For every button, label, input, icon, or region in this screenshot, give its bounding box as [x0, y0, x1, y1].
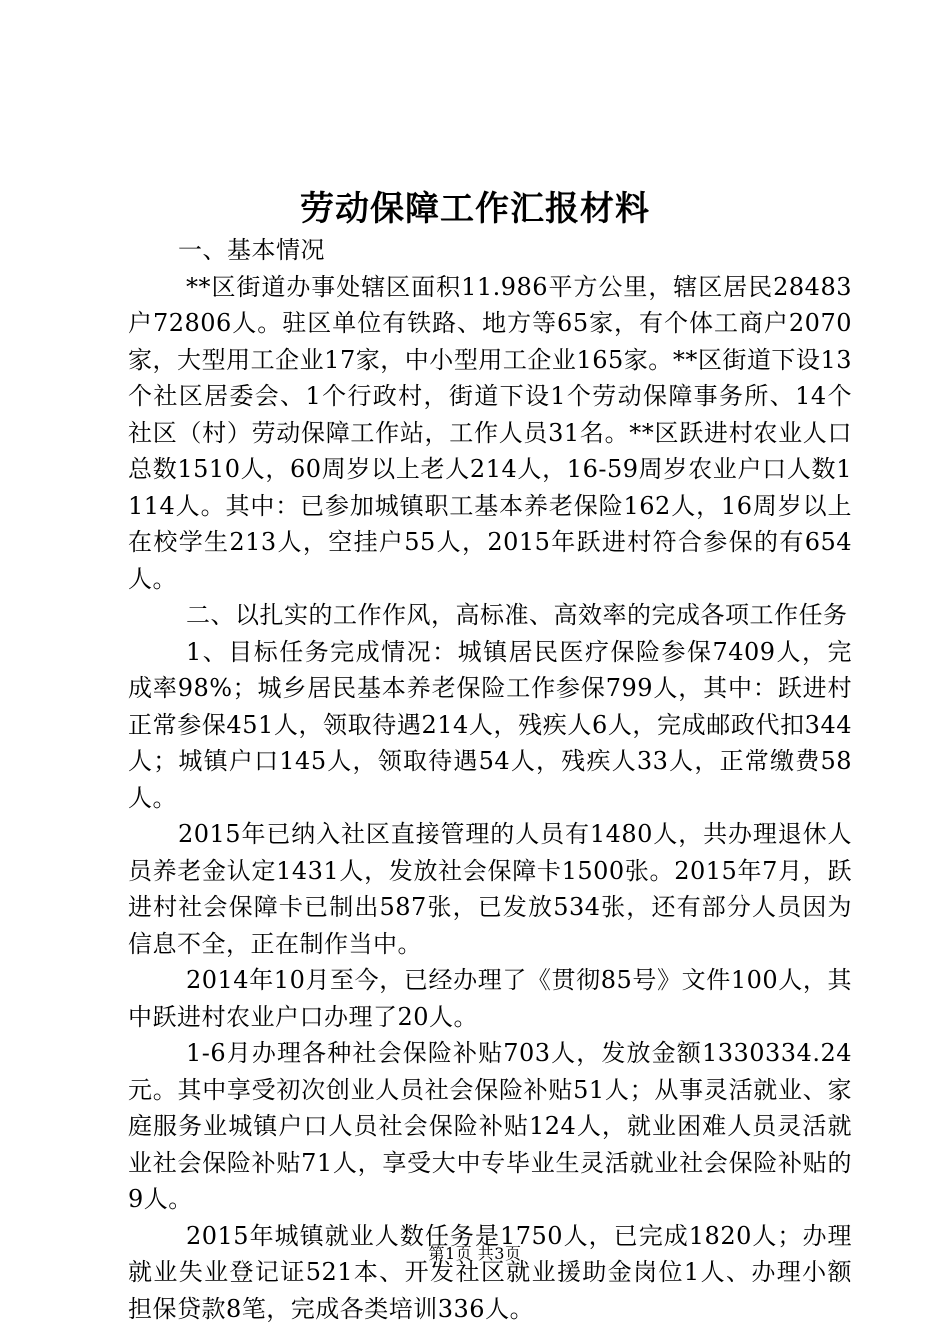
page-footer: 第1页 共3页	[428, 1244, 522, 1263]
document-body	[128, 232, 852, 1327]
paragraph-targets: 1、目标任务完成情况：城镇居民医疗保险参保7409人，完成率98%；城乡居民基本养老保险工作参保799人，其中：跃进村正常参保451人，领取待遇214人，残疾人6人，完成邮政代扣344人；城镇户口145人，领取待遇54人，残疾人33人，正常缴费58人。	[128, 637, 852, 812]
paragraph-document-85: 2014年10月至今，已经办理了《贯彻85号》文件100人，其中跃进村农业户口办理了20人。	[128, 966, 852, 1031]
paragraph-social-cards: 2015年已纳入社区直接管理的人员有1480人，共办理退休人员养老金认定1431人，发放社会保障卡1500张。2015年7月，跃进村社会保障卡已制出587张，已发放534张，还有部分人员因为信息不全，正在制作当中。	[128, 820, 852, 958]
section-heading-basic: 一、基本情况	[178, 236, 325, 264]
document-title: 劳动保障工作汇报材料	[300, 189, 650, 229]
paragraph-employment: 2015年城镇就业人数任务是1750人，已完成1820人；办理就业失业登记证521本、开发社区就业援助金岗位1人、办理小额担保贷款8笔，完成各类培训336人。	[128, 1221, 852, 1323]
paragraph-subsidies: 1-6月办理各种社会保险补贴703人，发放金额1330334.24元。其中享受初次创业人员社会保险补贴51人；从事灵活就业、家庭服务业城镇户口人员社会保险补贴124人，就业困难人员灵活就业社会保险补贴71人，享受大中专毕业生灵活就业社会保险补贴的9人。	[128, 1039, 852, 1213]
paragraph-basic-info: **区街道办事处辖区面积11.986平方公里，辖区居民28483户72806人。驻区单位有铁路、地方等65家，有个体工商户2070家，大型用工企业17家，中小型用工企业165家。**区街道下设13个社区居委会、1个行政村，街道下设1个劳动保障事务所、14个社区（村）劳动保障工作站，工作人员31名。**区跃进村农业人口总数1510人，60周岁以上老人214人，16-59周岁农业户口人数1114人。其中：已参加城镇职工基本养老保险162人，16周岁以上在校学生213人，空挂户55人，2015年跃进村符合参保的有654人。	[128, 272, 852, 593]
section-heading-tasks: 二、以扎实的工作作风，高标准、高效率的完成各项工作任务	[186, 601, 848, 629]
